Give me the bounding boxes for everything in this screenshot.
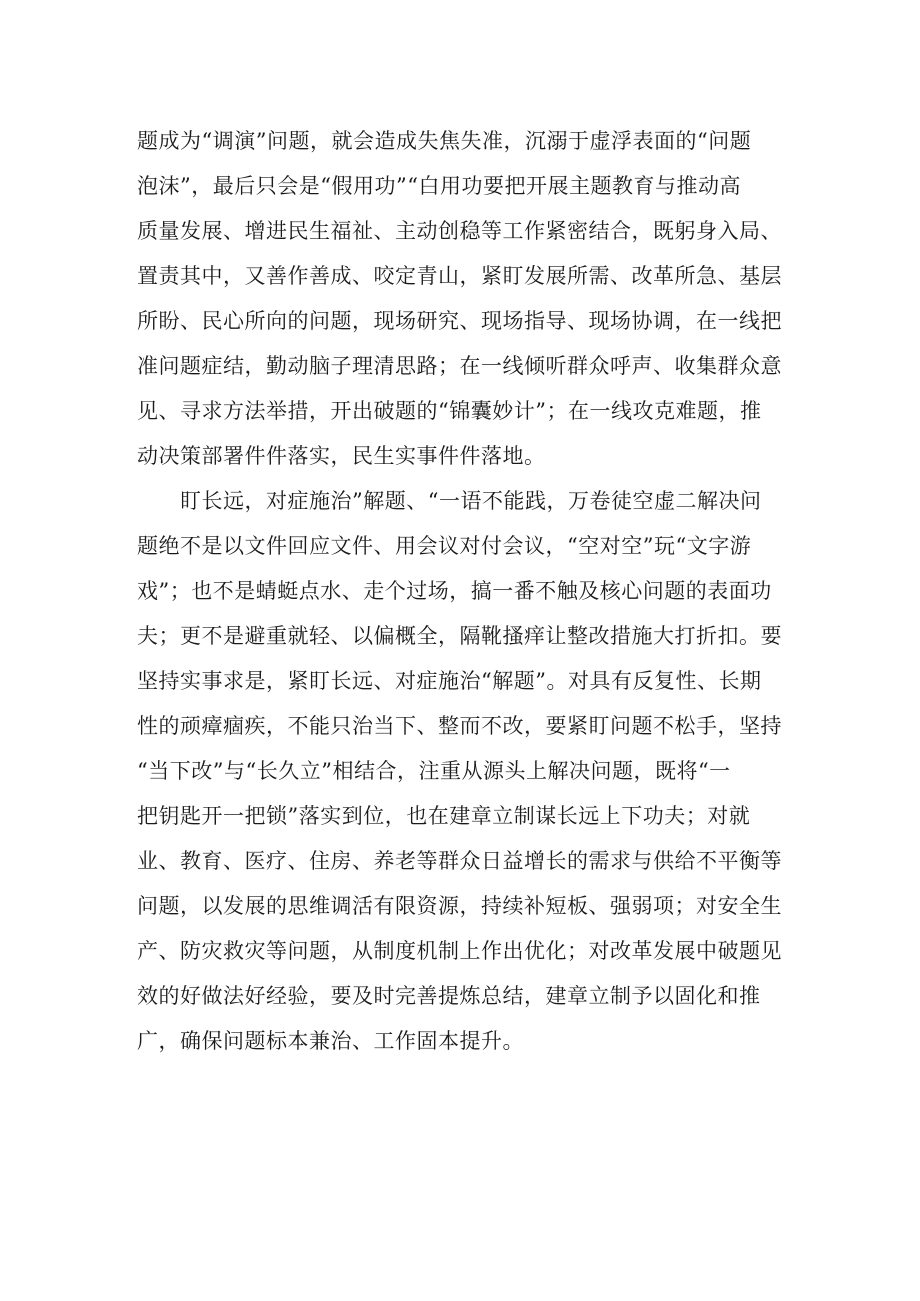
text-line: 质量发展、增进民生福祉、主动创稳等工作紧密结合，既躬身入局、 [137,219,782,243]
text-line: 置责其中，又善作善成、咬定青山，紧盯发展所需、改革所急、基层 [137,264,782,288]
text-line: 见、寻求方法举措，开出破题的“锦囊妙计”；在一线攻克难题，推 [137,399,762,423]
text-line: 所盼、民心所向的问题，现场研究、现场指导、现场协调，在一线把 [137,309,782,333]
text-line: 广，确保问题标本兼治、工作固本提升。 [137,1029,524,1053]
text-line: 坚持实事求是，紧盯长远、对症施治“解题”。对具有反复性、长期 [137,669,762,693]
text-line: 题成为“调演”问题，就会造成失焦失准，沉溺于虚浮表面的“问题 [137,129,752,153]
text-line: 题绝不是以文件回应文件、用会议对付会议，“空对空”玩“文字游 [137,534,752,558]
text-line: “当下改”与“长久立”相结合，注重从源头上解决问题，既将“一 [137,759,731,783]
paragraph-first-line: 盯长远，对症施治”解题、“一语不能践，万卷徒空虚二解决问 [180,489,762,513]
text-line: 泡沫”，最后只会是“假用功”“白用功要把开展主题教育与推动高 [137,174,741,198]
text-line: 效的好做法好经验，要及时完善提炼总结，建章立制予以固化和推 [137,984,761,1008]
text-line: 戏”；也不是蜻蜓点水、走个过场，搞一番不触及核心问题的表面功 [137,579,772,603]
text-line: 业、教育、医疗、住房、养老等群众日益增长的需求与供给不平衡等 [137,849,782,873]
text-line: 问题，以发展的思维调活有限资源，持续补短板、强弱项；对安全生 [137,894,782,918]
text-line: 把钥匙开一把锁”落实到位，也在建章立制谋长远上下功夫；对就 [137,804,751,828]
text-line: 产、防灾救灾等问题，从制度机制上作出优化；对改革发展中破题见 [137,939,782,963]
text-line: 准问题症结，勤动脑子理清思路；在一线倾听群众呼声、收集群众意 [137,354,782,378]
text-line: 性的顽瘴痼疾，不能只治当下、整而不改，要紧盯问题不松手，坚持 [137,714,782,738]
text-line: 动决策部署件件落实，民生实事件件落地。 [137,444,546,468]
text-line: 夫；更不是避重就轻、以偏概全，隔靴搔痒让整改措施大打折扣。要 [137,624,782,648]
